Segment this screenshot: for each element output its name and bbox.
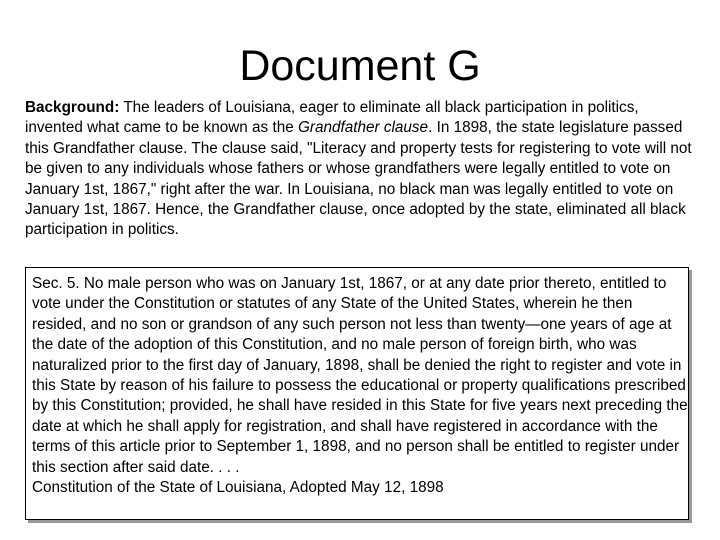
constitution-excerpt-text: Sec. 5. No male person who was on January 1st, 1867, or at any date prior thereto, entitled to vote under the Constitution or statutes of any State of the United States, wherein he then resided, and no son or grandson of any such person not less than twenty—one years of age at the date of the adoption of this Constitution, and no male person of foreign birth, who was naturalized prior to the first day of January, 1898, shall be denied the right to register and vote in this State by reason of his failure to possess the educational or property qualifications prescribed by this Constitution; provided, he shall have resided in this State for five years next preceding the date at which he shall apply for registration, and shall have registered in accordance with the terms of this article prior to September 1, 1898, and no person shall be entitled to register under this section after said date. . . . <box>32 275 688 476</box>
background-paragraph <box>25 98 695 241</box>
background-label: Background: <box>25 99 120 116</box>
constitution-excerpt-box <box>25 267 689 520</box>
grandfather-clause-term: Grandfather clause <box>297 119 429 137</box>
background-text-part2: . In 1898, the state legislature passed this Grandfather clause. The clause said, "Literacy and property tests for registering to vote will not be given to any individuals whose fathers or whose grandfathers were legally entitled to vote on January 1st, 1867," right after the war. In Louisiana, no black man was legally entitled to vote on January 1st, 1867. Hence, the Grandfather clause, once adopted by the state, eliminated all black participation in politics. <box>25 119 692 239</box>
background-text-part1: The leaders of Louisiana, eager to eliminate all black participation in politics, invented what came to be known as the <box>25 99 639 137</box>
excerpt-source: Constitution of the State of Louisiana, Adopted May 12, 1898 <box>32 479 444 497</box>
slide-title: Document G <box>239 42 481 90</box>
